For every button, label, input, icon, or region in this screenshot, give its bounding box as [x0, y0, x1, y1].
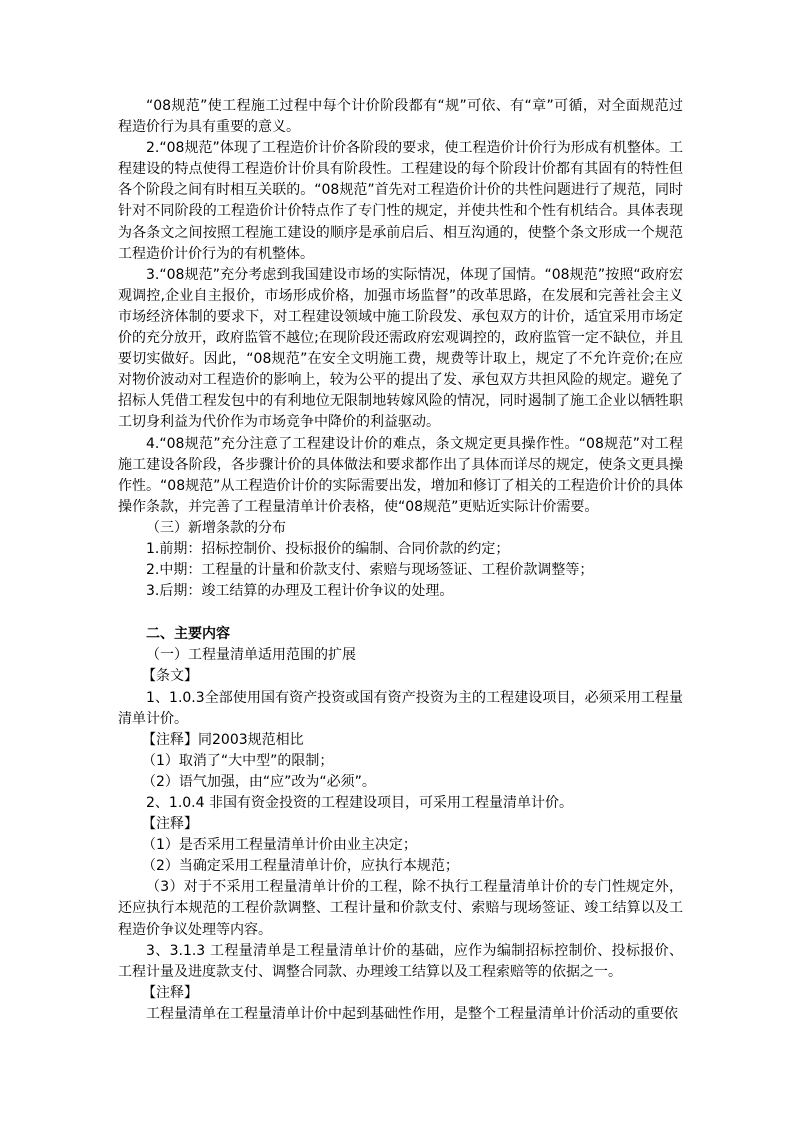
note-1-title: 【注释】同2003规范相比: [142, 731, 304, 748]
section-3-item-1: 1.前期：招标控制价、投标报价的编制、合同价款的约定；: [146, 540, 510, 557]
main-heading: 二、主要内容: [146, 626, 230, 643]
note-1-item-1: （1）取消了“大中型”的限制；: [142, 752, 334, 769]
document-body: [118, 96, 683, 1025]
section-3-item-3: 3.后期：竣工结算的办理及工程计价争议的处理。: [146, 583, 454, 600]
clause-1: 1、1.0.3全部使用国有资产投资或国有资产投资为主的工程建设项目，必须采用工程量清单计价。: [118, 689, 683, 727]
note-3-text: 工程量清单在工程量清单计价中起到基础性作用，是整个工程量清单计价活动的重要依: [146, 1005, 678, 1022]
note-2-item-3: （3）对于不采用工程量清单计价的工程，除不执行工程量清单计价的专门性规定外，还应执行本规范的工程价款调整、工程计量和价款支付、索赔与现场签证、竣工结算以及工程造价争议处理等内容。: [118, 879, 683, 938]
note-2-item-2: （2）当确定采用工程量清单计价，应执行本规范；: [142, 858, 459, 875]
section-3-title: （三）新增条款的分布: [146, 519, 286, 536]
subsection-1-title: （一）工程量清单适用范围的扩展: [146, 647, 356, 664]
section-3-item-2: 2.中期：工程量的计量和价款支付、索赔与现场签证、工程价款调整等；: [146, 562, 594, 579]
paragraph-1: “08规范”使工程施工过程中每个计价阶段都有“规”可依、有“章”可循，对全面规范过程造价行为具有重要的意义。: [118, 98, 683, 136]
note-1-item-2: （2）语气加强，由“应”改为“必须”。: [142, 773, 376, 790]
paragraph-4: 4.“08规范”充分注意了工程建设计价的难点，条文规定更具操作性。“08规范”对工程施工建设各阶段，各步骤计价的具体做法和要求都作出了具体而详尽的规定，使条文更具操作性。“08规范”从工程造价计价的实际需要出发，增加和修订了相关的工程造价计价的具体操作条款，并完善了工程量清单计价表格，使“08规范”更贴近实际计价需要。: [118, 435, 683, 515]
note-2-title: 【注释】: [142, 816, 198, 833]
note-2-item-1: （1）是否采用工程量清单计价由业主决定；: [142, 837, 417, 854]
clause-2: 2、1.0.4 非国有资金投资的工程建设项目，可采用工程量清单计价。: [146, 795, 573, 811]
clause-label: 【条文】: [142, 668, 198, 685]
clause-3: 3、3.1.3 工程量清单是工程量清单计价的基础，应作为编制招标控制价、投标报价、工程计量及进度款支付、调整合同款、办理竣工结算以及工程索赔等的依据之一。: [118, 942, 683, 980]
paragraph-3: 3.“08规范”充分考虑到我国建设市场的实际情况，体现了国情。“08规范”按照“政府宏观调控,企业自主报价，市场形成价格，加强市场监督”的改革思路，在发展和完善社会主义市场经济体制的要求下，对工程建设领域中施工阶段发、承包双方的计价，适宜采用市场定价的充分放开，政府监管不越位;在现阶段还需政府宏观调控的，政府监管一定不缺位，并且要切实做好。因此，“08规范”在安全文明施工费，规费等计取上，规定了不允许竞价;在应对物价波动对工程造价的影响上，较为公平的提出了发、承包双方共担风险的规定。避免了招标人凭借工程发包中的有利地位无限制地转嫁风险的情况，同时遏制了施工企业以牺牲职工切身利益为代价作为市场竞争中降价的利益驱动。: [118, 266, 683, 431]
note-3-title: 【注释】: [142, 984, 198, 1001]
paragraph-2: 2.“08规范”体现了工程造价计价各阶段的要求，使工程造价计价行为形成有机整体。工程建设的特点使得工程造价计价具有阶段性。工程建设的每个阶段计价都有其固有的特性但各个阶段之间有时相互关联的。“08规范”首先对工程造价计价的共性问题进行了规范，同时针对不同阶段的工程造价计价特点作了专门性的规定，并使共性和个性有机结合。具体表现为各条文之间按照工程施工建设的顺序是承前启后、相互沟通的，使整个条文形成一个规范工程造价计价行为的有机整体。: [118, 140, 683, 262]
